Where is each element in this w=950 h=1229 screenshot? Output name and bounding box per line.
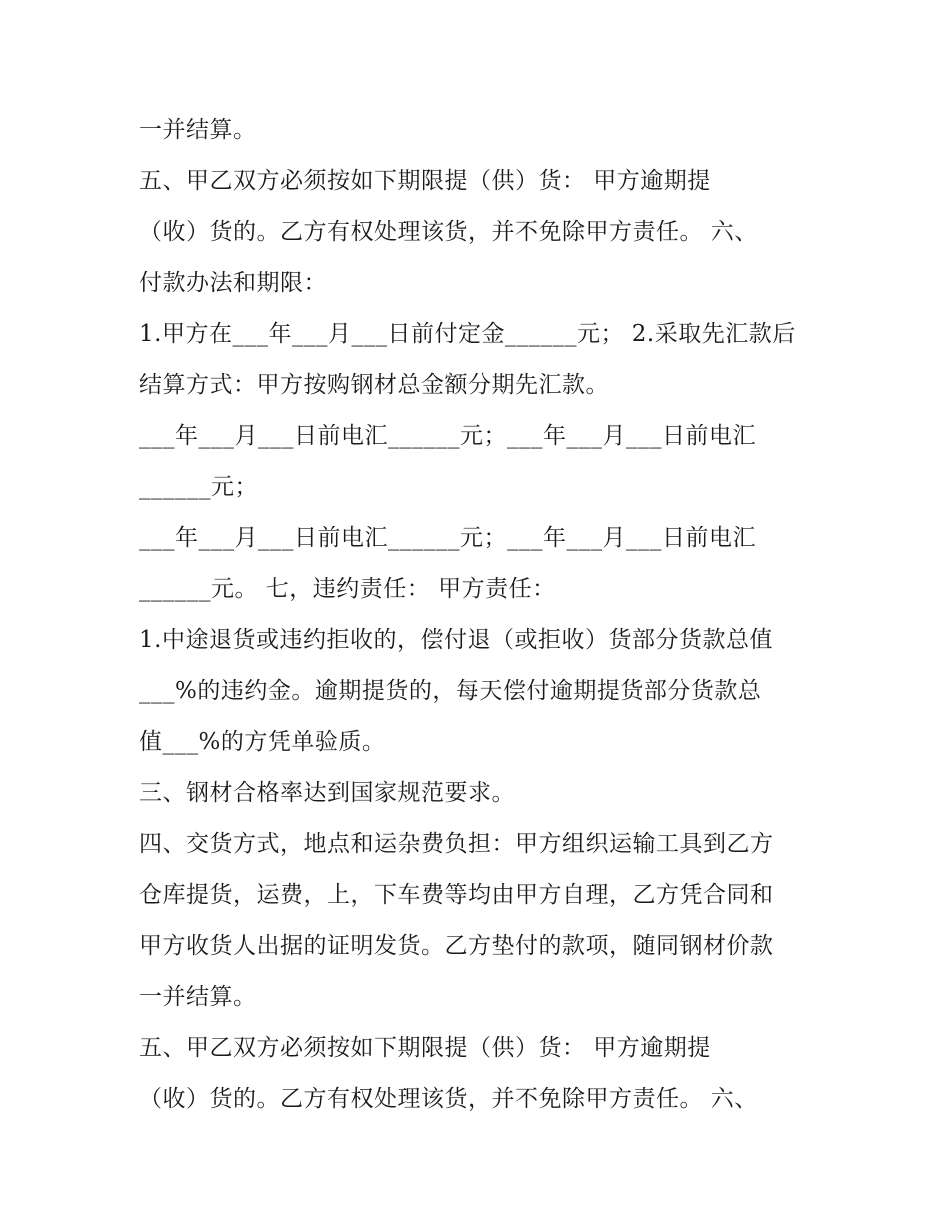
text-line: （收）货的。乙方有权处理该货，并不免除甲方责任。 六、 — [139, 219, 758, 245]
text-line: 一并结算。 — [139, 984, 257, 1010]
text-line: 付款办法和期限： — [139, 270, 327, 296]
text-line: 值___%的方凭单验质。 — [139, 729, 386, 755]
text-line: 四、交货方式，地点和运杂费负担：甲方组织运输工具到乙方 — [139, 831, 774, 857]
text-line: ___年___月___日前电汇______元；___年___月___日前电汇 — [139, 423, 756, 449]
text-line: 甲方收货人出据的证明发货。乙方垫付的款项，随同钢材价款 — [139, 933, 774, 959]
text-line: 仓库提货，运费，上，下车费等均由甲方自理，乙方凭合同和 — [139, 882, 774, 908]
text-line: 一并结算。 — [139, 117, 257, 143]
text-line: ______元。 七，违约责任： 甲方责任： — [139, 576, 556, 602]
text-line: 1.中途退货或违约拒收的，偿付退（或拒收）货部分货款总值 — [139, 627, 773, 653]
text-line: 五、甲乙双方必须按如下期限提（供）货： 甲方逾期提 — [139, 168, 711, 194]
text-line: ______元； — [139, 474, 258, 500]
text-line: （收）货的。乙方有权处理该货，并不免除甲方责任。 六、 — [139, 1086, 758, 1112]
text-line: ___年___月___日前电汇______元；___年___月___日前电汇 — [139, 525, 756, 551]
text-line: ___%的违约金。逾期提货的，每天偿付逾期提货部分货款总 — [139, 678, 762, 704]
text-line: 三、钢材合格率达到国家规范要求。 — [139, 780, 515, 806]
document-body — [139, 105, 829, 1125]
text-line: 结算方式：甲方按购钢材总金额分期先汇款。 — [139, 372, 609, 398]
text-line: 五、甲乙双方必须按如下期限提（供）货： 甲方逾期提 — [139, 1035, 711, 1061]
text-line: 1.甲方在___年___月___日前付定金______元； 2.采取先汇款后 — [139, 321, 796, 347]
